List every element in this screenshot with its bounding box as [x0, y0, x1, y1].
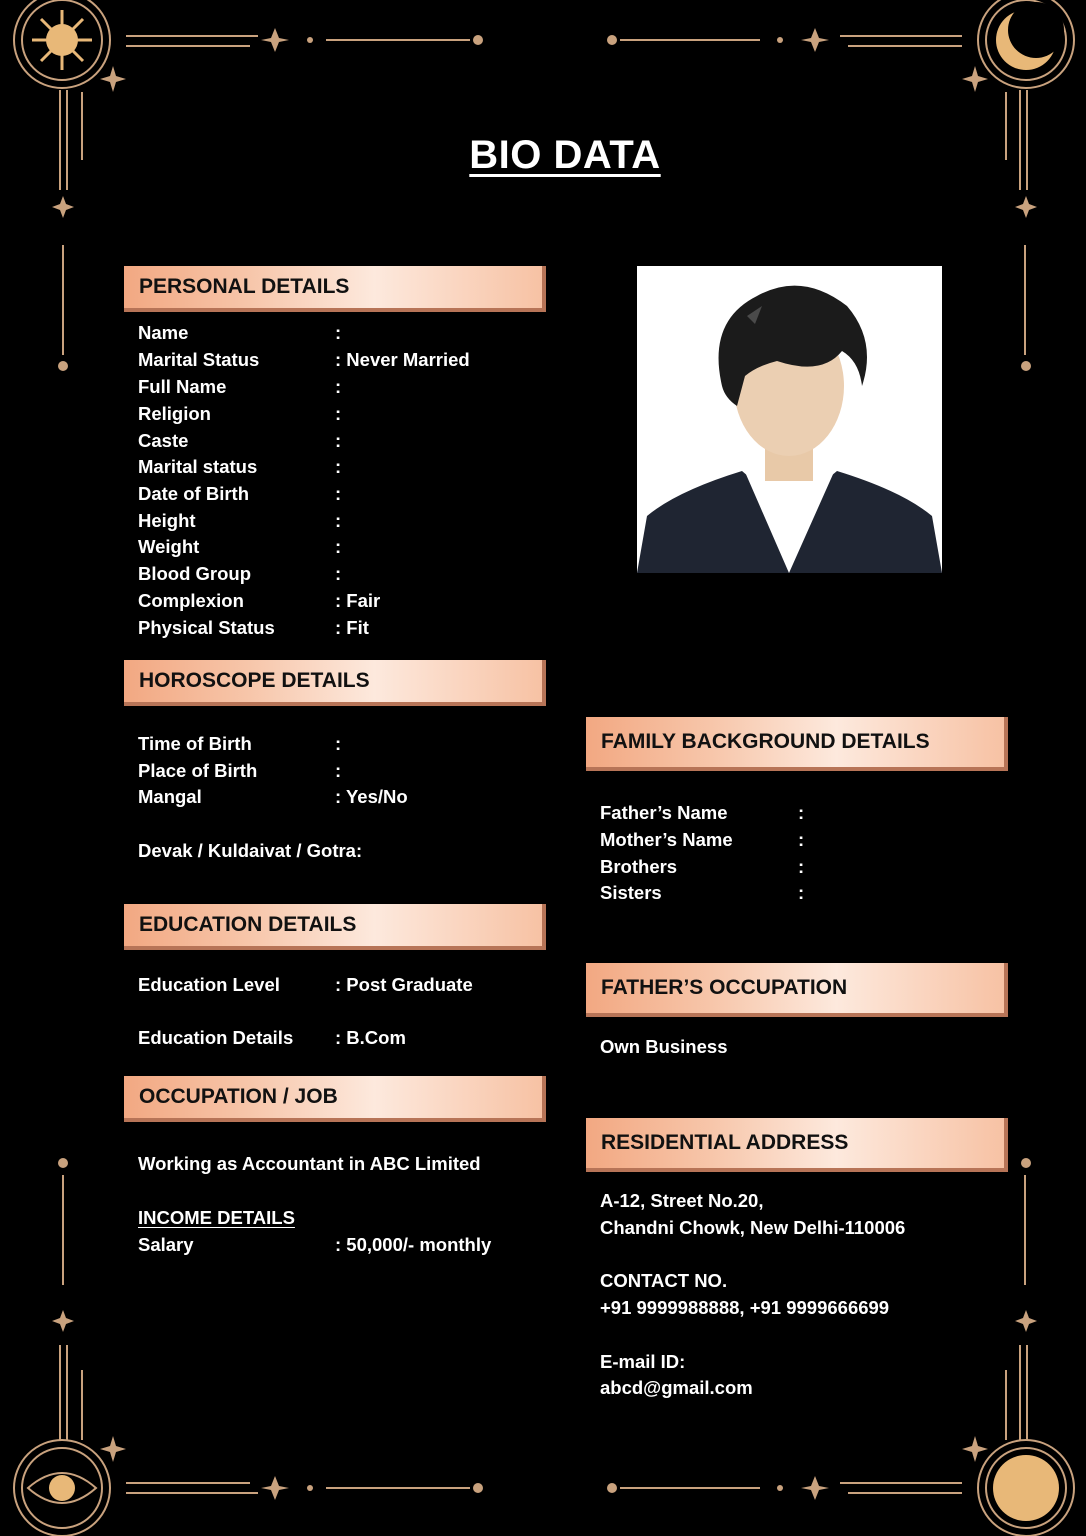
row-label: Caste	[138, 430, 189, 451]
row-label: Complexion	[138, 590, 244, 611]
row-label: Father’s Name	[600, 802, 728, 823]
personal-row-marital-status	[138, 347, 558, 373]
personal-row-name	[138, 320, 558, 346]
income-details-heading: INCOME DETAILS	[138, 1207, 295, 1228]
row-value: :	[335, 733, 342, 754]
row-value: :	[335, 760, 342, 781]
row-value: : Post Graduate	[335, 974, 473, 995]
row-label: Brothers	[600, 856, 678, 877]
email-value: abcd@gmail.com	[600, 1377, 753, 1398]
row-value: :	[335, 456, 342, 477]
row-label: Time of Birth	[138, 733, 252, 754]
email-label: E-mail ID:	[600, 1351, 686, 1372]
row-value: : Yes/No	[335, 786, 408, 807]
row-value: :	[335, 403, 342, 424]
row-value: :	[335, 483, 342, 504]
page-title: BIO DATA	[469, 133, 661, 177]
row-label: Mother’s Name	[600, 829, 733, 850]
row-label: Full Name	[138, 376, 227, 397]
row-label: Education Details	[138, 1027, 294, 1048]
row-value: : Fair	[335, 590, 381, 611]
horoscope-details-header: HOROSCOPE DETAILS	[124, 660, 546, 706]
row-value: : Never Married	[335, 349, 470, 370]
row-value: :	[335, 563, 342, 584]
row-label: Education Level	[138, 974, 280, 995]
row-value: :	[798, 802, 805, 823]
row-label: Marital Status	[138, 349, 260, 370]
family-row-sisters	[600, 880, 1020, 906]
residential-address-header: RESIDENTIAL ADDRESS	[586, 1118, 1008, 1172]
row-label: Height	[138, 510, 196, 531]
personal-row-full-name	[138, 374, 558, 400]
family-row-father	[600, 800, 1020, 826]
row-value: :	[335, 510, 342, 531]
occupation-header: OCCUPATION / JOB	[124, 1076, 546, 1122]
row-value: :	[335, 536, 342, 557]
row-value: : B.Com	[335, 1027, 406, 1048]
father-occupation-text: Own Business	[600, 1036, 728, 1057]
row-label: Marital status	[138, 456, 258, 477]
crescent-moon-icon	[996, 2, 1064, 70]
row-label: Salary	[138, 1234, 194, 1255]
eye-icon	[28, 1473, 96, 1503]
family-row-mother	[600, 827, 1020, 853]
address-line-1: A-12, Street No.20,	[600, 1190, 764, 1211]
row-value: :	[798, 882, 805, 903]
row-label: Place of Birth	[138, 760, 258, 781]
personal-row-height	[138, 508, 558, 534]
row-label: Sisters	[600, 882, 662, 903]
row-label: Name	[138, 322, 189, 343]
personal-row-caste	[138, 428, 558, 454]
row-value: : 50,000/- monthly	[335, 1234, 492, 1255]
row-label: Mangal	[138, 786, 202, 807]
sun-icon	[32, 10, 92, 70]
personal-details-header: PERSONAL DETAILS	[124, 266, 546, 312]
personal-row-weight	[138, 534, 558, 560]
address-line-2: Chandni Chowk, New Delhi-110006	[600, 1217, 906, 1238]
row-value: :	[798, 856, 805, 877]
personal-row-blood-group	[138, 561, 558, 587]
row-label: Blood Group	[138, 563, 252, 584]
education-details-header: EDUCATION DETAILS	[124, 904, 546, 950]
row-label: Date of Birth	[138, 483, 249, 504]
personal-row-religion	[138, 401, 558, 427]
row-label: Physical Status	[138, 617, 275, 638]
personal-row-date-of-birth	[138, 481, 558, 507]
row-value: :	[335, 430, 342, 451]
contact-value: +91 9999988888, +91 9999666699	[600, 1297, 890, 1318]
education-row-details	[138, 1025, 558, 1051]
row-value: :	[798, 829, 805, 850]
horoscope-row-mangal	[138, 784, 558, 810]
personal-row-marital-status-2	[138, 454, 558, 480]
row-label: Weight	[138, 536, 200, 557]
row-label: Religion	[138, 403, 211, 424]
row-value: :	[335, 322, 342, 343]
row-value: :	[335, 376, 342, 397]
occupation-text: Working as Accountant in ABC Limited	[138, 1153, 481, 1174]
family-row-brothers	[600, 854, 1020, 880]
contact-label: CONTACT NO.	[600, 1270, 728, 1291]
family-background-header: FAMILY BACKGROUND DETAILS	[586, 717, 1008, 771]
father-occupation-header: FATHER’S OCCUPATION	[586, 963, 1008, 1017]
personal-row-complexion	[138, 588, 558, 614]
horoscope-row-time-of-birth	[138, 731, 558, 757]
row-value: : Fit	[335, 617, 369, 638]
gotra-label: Devak / Kuldaivat / Gotra:	[138, 840, 363, 861]
horoscope-row-place-of-birth	[138, 758, 558, 784]
personal-row-physical-status	[138, 615, 558, 641]
education-row-level	[138, 972, 558, 998]
salary-row	[138, 1232, 558, 1258]
profile-photo	[637, 266, 942, 573]
full-moon-icon	[993, 1455, 1059, 1521]
avatar-icon	[637, 266, 942, 573]
